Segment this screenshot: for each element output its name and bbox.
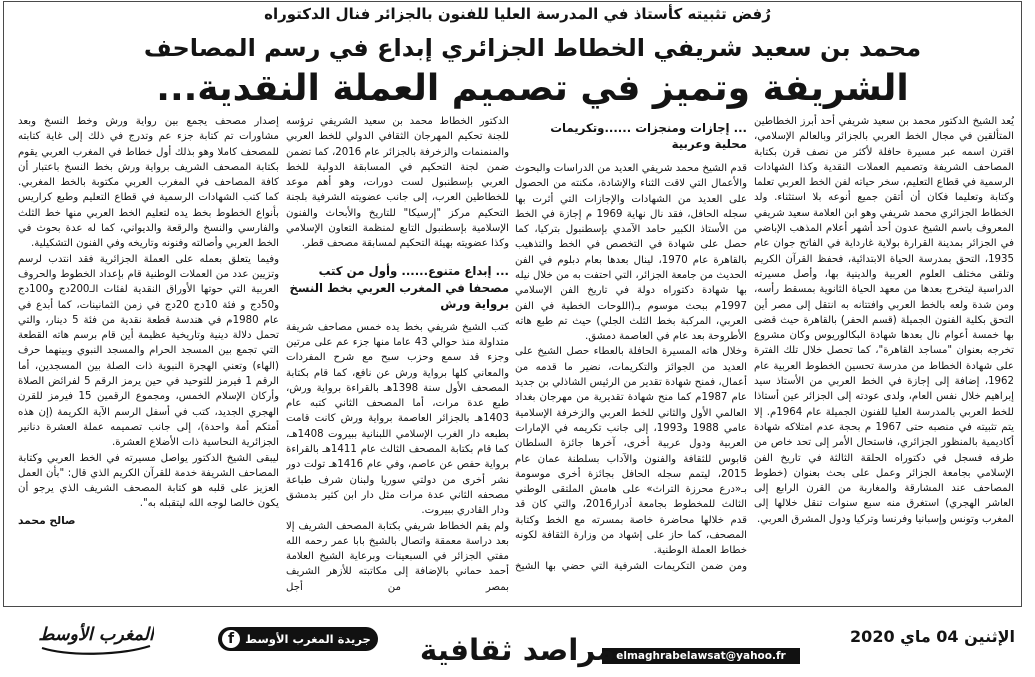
article-column-1 [754,114,1014,602]
column-4-paragraph-2: وفيما يتعلق بعمله على العملة الجزائرية فقد انتدب لرسم وتزيين عدد من العملات الوطنية قام بإعداد الخطوط والحروف العربية التي حوتها الأوراق النقدية لفئات الـ200دج و100دج و50دج و فئة 10دج 20دج في زمن الثمانينات، كما أبدع في عام 1980م في هندسة قطعة نقدية من فئة 5 دينار، والتي تحمل دلالة دينية وتاريخية عظيمة أين قام برسم هاته القطعة التي تجمع بين المسجد الحرام والمسجد النبوي وبينهما حرف (الهاء) وتعني الهجرة النبوية ذات الصلة بين المسجدين، أما الرقم 1 فيرمز للتوحيد في حين يرمز الرقم 5 لفرائض الصلاة وأركان الإسلام الخمس، ومجموع الرقمين 15 فيرمز للقرن الهجري الجديد، كتب في أسفل الرسم الآية الكريمة (إن هذه أمتكم أمة واحدة)، إلى جانب تصميمه عملة العشرة دنانير الجزائرية النحاسية ذات الأضلاع العشرة. [18,253,279,449]
subheading-line: برواية ورش [440,297,509,312]
facebook-page-name: جريدة المغرب الأوسط [245,632,371,646]
column-2-paragraph-1: قدم الشيخ محمد شريفي العديد من الدراسات والبحوث والأعمال التي لاقت الثناء والإشادة، مكنته من الحصول على العديد من الشهادات والإجازات التي أثرت بها سجله الحافل، فقد نال نهاية 1969 م إجازة في الخط من الأستاذ الكبير حامد الآمدي بإسطنبول بتركيا، كما حصل على شهادة في التخصص في الخط والتذهيب بالقاهرة عام 1970، لينال بعدها بعام دبلوم في الفن الحديث من جامعة الجزائر، التي احتفت به من خلال نيله بها شهادة دكتوراه دولة في تاريخ الفن الإسلامي 1997م ببحث موسوم بـ(اللوحات الخطية في الفن العربي، المركبة بخط الثلث الجلي) حيث تم طبع هاته الأطروحة بعد عام في العاصمة دمشق. [515,162,747,343]
section-subheading-creativity [286,263,509,312]
subheading-line: محلية وعربية [671,137,747,152]
kicker-headline: رُفض تثبيته كأستاذ في المدرسة العليا للفنون بالجزائر فنال الدكتوراه [264,5,771,23]
article-column-2 [515,114,747,602]
column-3-paragraph-1: الدكتور الخطاط محمد بن سعيد الشريفي ترؤسه للجنة تحكيم المهرجان الثقافي الدولي للخط العربي والمنمنمات والزخرفة بالجزائر عام 2016، كما تضمن ضمن لجنة التحكيم في المسابقة الدولية للخط العربي بإسطنبول لست دورات، وهو أهم موعد للخطاطين العرب، إلى جانب عضويته الشرفية بلجنة التحكيم مركز "إرسيكا" للتاريخ والأبحاث والفنون الإسلامية بإسطنبول التابع لمنظمة التعاون الإسلامي وكذا عضويته بهيئة التحكيم لمسابقة مصحف قطر. [286,116,509,250]
column-3-paragraph-3: ولم يقم الخطاط شريفي بكتابة المصحف الشريف إلا بعد دراسة معمقة واتصال بالشيخ بابا عمر رحمه الله مفتي الجزائر في السبعينات وبرعاية الشيخ العلامة أحمد حماني بالإضافة إلى مكاتبته للأزهر الشريف بمصر من أجل [286,520,509,593]
section-title: مراصد ثقافية [420,633,615,667]
facebook-icon: f [222,630,240,648]
subheading-line: ... إجازات ومنجزات ......وتكريمات [550,120,747,135]
logo-text: المغرب الأوسط [38,625,154,645]
column-2-paragraph-2: وخلال هاته المسيرة الحافلة بالعطاء حصل الشيخ على العديد من الجوائز والتكريمات، نضير ما قدمه من أعمال، فمنح شهادة تقدير من الرئيس الشاذلي بن جديد عام 1987م كما منح شهادة تقديرية من مهرجان بغداد العالمي الأول والثاني للخط العربي والزخرفة الإسلامية عامي 1988 و1993، إلى جانب تكريمه في الإمارات العربية ودول عربية أخرى، آخرها جائزة السلطان قابوس للثقافة والفنون والآداب بسلطنة عمان عام 2015، ليتمم سجله الحافل بجائزة أخرى موسومة بـ«درع محرزة التراث» على هامش الملتقى الوطني الثالث للمخطوط بجامعة أدرار2016، والتي كان قد قدم خلالها محاضرة خاصة بمسرته مع الخط وكتابة المصحف، كما حاز على إشهاد من وزارة الثقافة لكونه خطاط العملة الوطنية. [515,346,747,557]
subheading-line: مصحفا في المغرب العربي بخط النسخ [289,280,509,295]
newspaper-logo [38,621,154,657]
column-2-paragraph-3: ومن ضمن التكريمات الشرفية التي حضي بها الشيخ [515,560,747,572]
column-4-paragraph-3: ليبقى الشيخ الدكتور يواصل مسيرته في الخط العربي وكتابة المصاحف الشريفة خدمة للقرآن الكريم الذي قال: "بأن العمل العزيز على قلبه هو كتابة المصحف الشريف الذي يرجو أن يكون خالصا لوجه الله ليتقبله به". [18,452,279,510]
issue-date: الإثنين 04 ماي 2020 [850,627,1015,646]
main-headline-line-2: الشريفة وتميز في تصميم العملة النقدية... [156,68,909,109]
main-headline-line-1: محمد بن سعيد شريفي الخطاط الجزائري إبداع في رسم المصاحف [143,34,922,62]
column-4-paragraph-1: إصدار مصحف يجمع بين رواية ورش وخط النسخ وبعد مشاورات تم كتابة جزء عم وتدرج في ذلك إلى غاية كتابته للمصحف كاملا وهو بذلك أول خطاط في المغرب العربي يقوم بكتابة المصحف الشريف برواية ورش بخط النسخ باعتبار أن كافة المصاحف في المغرب العربي مكتوبة بالخط المغربي. كما كتب الشهادات الرسمية في قطاع التعليم وطبع كراريس بأنواع الخطوط بخط يده لتعليم الخط العربي منها خط الثلث والفارسي والنسخ والرقعة والديواني، كما له عدة بحوث في الخط العربي وأصالته وفنونه وتاريخه وفي الفنون التشكيلية. [18,116,279,250]
email-bar [602,648,800,664]
article-column-3 [286,114,509,602]
logo-swoosh-icon [38,644,154,656]
column-3-paragraph-2: كتب الشيخ شريفي بخط يده خمس مصاحف شريفة متداولة منذ حوالي 43 عاما منها جزء عم على مرتين وجزء قد سمع وحزب سبح مع شرح المفردات والمعاني كلها برواية ورش عن نافع، كما قام بكتابة المصحف الأول سنة 1398هـ بالقراءة برواية ورش، طبع عدة مرات، أما المصحف الثاني كتبه عام 1403هـ بالجزائر العاصمة برواية ورش كانت قامت بطبعه دار الغرب الإسلامي اللبنانية ببيروت 1408هـ، كما قام بكتابة المصحف الثالث عام 1411هـ بالقراءة برواية حفص عن عاصم، وفي عام 1416هـ تولت دور نشر أخرى من دولتي سوريا ولبنان شرف طباعة مصحفه الثاني عدة مرات مثل دار ابن كثير بدمشق ودار القادري ببيروت. [286,321,509,517]
column-1-paragraph-1: يُعد الشيخ الدكتور محمد بن سعيد شريفي أحد أبرز الخطاطين المتألقين في مجال الخط العربي بالجزائر وبالعالم الإسلامي، اقترن اسمه عبر مسيرة حافلة لأكثر من نصف قرن بكتابة المصاحف الشريفة وتصميم العملات النقدية وكذا الشهادات الرسمية في قطاع التعليم، سخر حياته لفن الخط العربي تعلما وكتابة وتعليما فكان أن أتقن جميع أنوعه بلا استثناء. ولد الخطاط الجزائري محمد شريفي وهو ابن العلامة سعيد شريفي المعروف باسم الشيخ عدون أحد أشهر أعلام المذهب الإباضي في الجزائر بمدينة القرارة بولاية غارداية في الفاتح جوان عام 1935، التحق بمدرسة الحياة الابتدائية، فحفظ القرآن الكريم وتلقى مختلف العلوم العربية والدينية بها، وأصل مسيرته الدراسية ليتخرج بعدها من معهد الحياة الثانوية بمسقط رأسه، ومن شدة ولعه بالخط العربي وافتتانه به انتقل إلى مصر أين التحق بكلية الفنون الجميلة (قسم الحفر) بالقاهرة حيث قضى بها خمسة أعوام نال بعدها شهادة البكالوريوس وكان مشروع تخرجه بعنوان "مساجد القاهرة"، كما تحصل خلال تلك الفترة على شهادة الخطاط من مدرسة تحسين الخطوط العربية عام 1962، إضافة إلى إجازة في الخط العربي من الأستاذ سيد إبراهيم خلال نفس العام، ولدى عودته إلى الجزائر عين أستاذا للخط العربي بالمدرسة العليا للفنون الجميلة عام 1964م. إلا يتم تثبيته في منصبه حتى 1967 م بحجة عدم امتلاكه شهادة أكاديمية بالمنظور الجزائري، فاستحال الأمر إلى تحد خاص من طرفه فسجل في دكتوراه الحلقة الثالثة في تاريخ الفن الإسلامي بجامعة الجزائر وعمل على بحث بعنوان (خطوط المصاحف عند المشارقة والمغاربة من القرن الرابع إلى العاشر الهجري) استغرق منه سبع سنوات تنقل خلالها إلى المغرب وتونس وإسبانيا وفرنسا وتركيا ودول المشرق العربي. [754,116,1014,525]
email-address: elmaghrabelawsat@yahoo.fr [616,650,786,662]
author-byline: صالح محمد [18,513,76,527]
subheading-line: ... إبداع متنوع...... وأول من كتب [318,264,509,279]
section-subheading-awards [515,120,747,153]
article-column-4 [18,114,279,602]
facebook-badge [218,627,378,651]
